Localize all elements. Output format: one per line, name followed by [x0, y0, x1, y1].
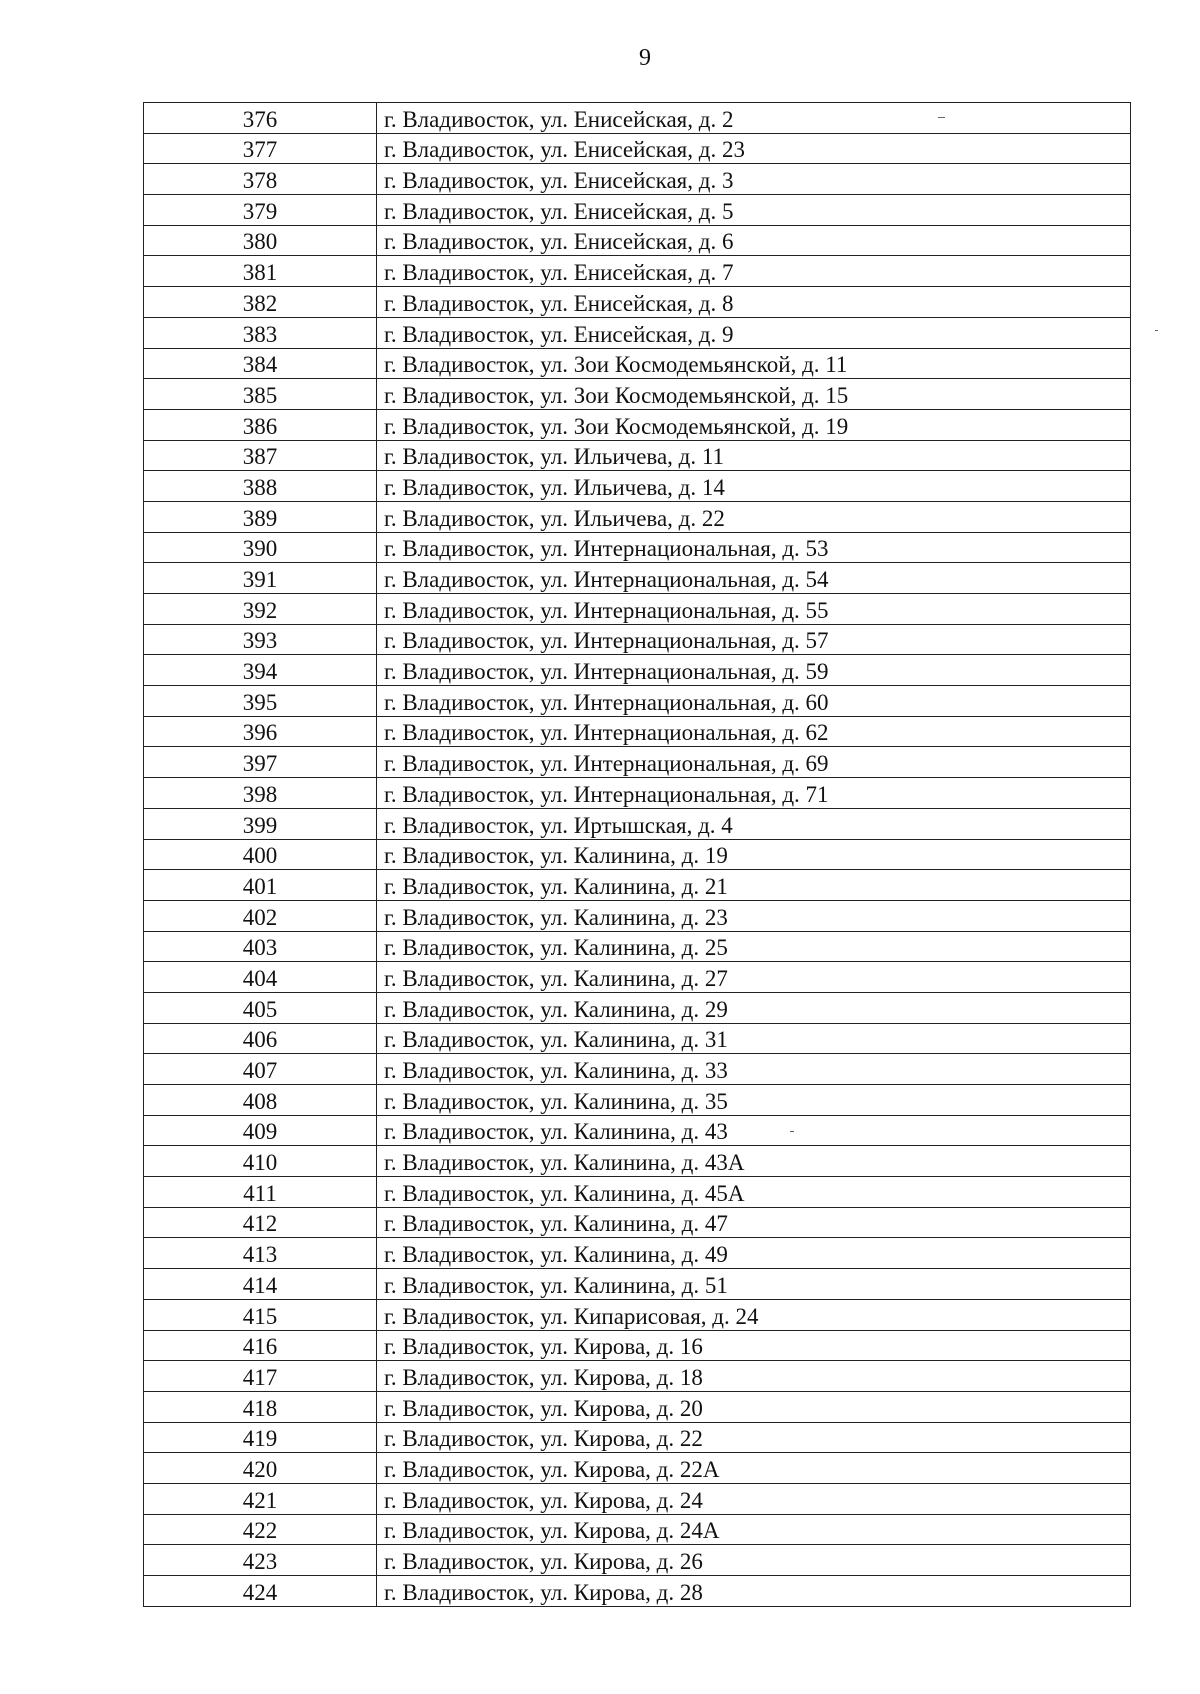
address-cell: г. Владивосток, ул. Кирова, д. 18 — [377, 1361, 1131, 1392]
address-cell: г. Владивосток, ул. Кирова, д. 20 — [377, 1391, 1131, 1422]
row-number-cell: 419 — [144, 1422, 377, 1453]
row-number-cell: 404 — [144, 962, 377, 993]
address-cell: г. Владивосток, ул. Иртышская, д. 4 — [377, 808, 1131, 839]
row-number-cell: 424 — [144, 1576, 377, 1607]
address-cell: г. Владивосток, ул. Интернациональная, д. 54 — [377, 563, 1131, 594]
table-row — [144, 133, 1131, 164]
table-row — [144, 1576, 1131, 1607]
address-cell: г. Владивосток, ул. Енисейская, д. 2 — [377, 103, 1131, 134]
address-cell: г. Владивосток, ул. Енисейская, д. 5 — [377, 195, 1131, 226]
row-number-cell: 412 — [144, 1207, 377, 1238]
row-number-cell: 386 — [144, 409, 377, 440]
row-number-cell: 376 — [144, 103, 377, 134]
address-cell: г. Владивосток, ул. Кирова, д. 24 — [377, 1483, 1131, 1514]
scan-speck — [938, 117, 945, 118]
address-cell: г. Владивосток, ул. Калинина, д. 21 — [377, 870, 1131, 901]
address-cell: г. Владивосток, ул. Ильичева, д. 11 — [377, 440, 1131, 471]
row-number-cell: 406 — [144, 1023, 377, 1054]
address-cell: г. Владивосток, ул. Калинина, д. 33 — [377, 1054, 1131, 1085]
table-row — [144, 1299, 1131, 1330]
address-cell: г. Владивосток, ул. Кирова, д. 28 — [377, 1576, 1131, 1607]
row-number-cell: 380 — [144, 225, 377, 256]
table-row — [144, 1269, 1131, 1300]
table-row — [144, 1023, 1131, 1054]
table-row — [144, 1054, 1131, 1085]
table-row — [144, 1238, 1131, 1269]
row-number-cell: 382 — [144, 287, 377, 318]
table-row — [144, 164, 1131, 195]
scan-speck — [1155, 330, 1158, 331]
table-row — [144, 317, 1131, 348]
address-cell: г. Владивосток, ул. Кирова, д. 24А — [377, 1514, 1131, 1545]
table-body — [144, 103, 1131, 1607]
table-row — [144, 1391, 1131, 1422]
table-row — [144, 532, 1131, 563]
row-number-cell: 410 — [144, 1146, 377, 1177]
address-cell: г. Владивосток, ул. Интернациональная, д. 59 — [377, 655, 1131, 686]
row-number-cell: 387 — [144, 440, 377, 471]
row-number-cell: 378 — [144, 164, 377, 195]
table-row — [144, 1361, 1131, 1392]
table-row — [144, 624, 1131, 655]
address-cell: г. Владивосток, ул. Интернациональная, д. 57 — [377, 624, 1131, 655]
address-cell: г. Владивосток, ул. Калинина, д. 45А — [377, 1177, 1131, 1208]
row-number-cell: 385 — [144, 379, 377, 410]
table-row — [144, 655, 1131, 686]
address-cell: г. Владивосток, ул. Кирова, д. 26 — [377, 1545, 1131, 1576]
table-row — [144, 379, 1131, 410]
row-number-cell: 400 — [144, 839, 377, 870]
row-number-cell: 418 — [144, 1391, 377, 1422]
table-row — [144, 716, 1131, 747]
row-number-cell: 399 — [144, 808, 377, 839]
table-row — [144, 962, 1131, 993]
row-number-cell: 421 — [144, 1483, 377, 1514]
address-cell: г. Владивосток, ул. Калинина, д. 23 — [377, 900, 1131, 931]
row-number-cell: 417 — [144, 1361, 377, 1392]
address-cell: г. Владивосток, ул. Калинина, д. 35 — [377, 1085, 1131, 1116]
address-cell: г. Владивосток, ул. Калинина, д. 49 — [377, 1238, 1131, 1269]
address-cell: г. Владивосток, ул. Калинина, д. 25 — [377, 931, 1131, 962]
row-number-cell: 391 — [144, 563, 377, 594]
address-cell: г. Владивосток, ул. Калинина, д. 27 — [377, 962, 1131, 993]
table-row — [144, 1177, 1131, 1208]
table-row — [144, 1207, 1131, 1238]
address-cell: г. Владивосток, ул. Зои Космодемьянской, д. 15 — [377, 379, 1131, 410]
row-number-cell: 422 — [144, 1514, 377, 1545]
row-number-cell: 414 — [144, 1269, 377, 1300]
table-row — [144, 1514, 1131, 1545]
table-row — [144, 686, 1131, 717]
row-number-cell: 408 — [144, 1085, 377, 1116]
table-row — [144, 103, 1131, 134]
row-number-cell: 390 — [144, 532, 377, 563]
address-cell: г. Владивосток, ул. Калинина, д. 43А — [377, 1146, 1131, 1177]
row-number-cell: 389 — [144, 501, 377, 532]
table-row — [144, 1085, 1131, 1116]
row-number-cell: 415 — [144, 1299, 377, 1330]
table-row — [144, 225, 1131, 256]
row-number-cell: 392 — [144, 594, 377, 625]
table-row — [144, 256, 1131, 287]
row-number-cell: 413 — [144, 1238, 377, 1269]
table-row — [144, 1422, 1131, 1453]
address-table — [143, 102, 1131, 1607]
row-number-cell: 401 — [144, 870, 377, 901]
table-row — [144, 440, 1131, 471]
table-row — [144, 778, 1131, 809]
table-row — [144, 747, 1131, 778]
row-number-cell: 407 — [144, 1054, 377, 1085]
row-number-cell: 381 — [144, 256, 377, 287]
row-number-cell: 384 — [144, 348, 377, 379]
table-row — [144, 501, 1131, 532]
table-row — [144, 1115, 1131, 1146]
row-number-cell: 395 — [144, 686, 377, 717]
table-row — [144, 348, 1131, 379]
row-number-cell: 398 — [144, 778, 377, 809]
table-row — [144, 808, 1131, 839]
row-number-cell: 411 — [144, 1177, 377, 1208]
address-cell: г. Владивосток, ул. Зои Космодемьянской, д. 11 — [377, 348, 1131, 379]
address-cell: г. Владивосток, ул. Кирова, д. 16 — [377, 1330, 1131, 1361]
row-number-cell: 379 — [144, 195, 377, 226]
row-number-cell: 393 — [144, 624, 377, 655]
address-cell: г. Владивосток, ул. Интернациональная, д. 71 — [377, 778, 1131, 809]
address-cell: г. Владивосток, ул. Интернациональная, д. 69 — [377, 747, 1131, 778]
address-cell: г. Владивосток, ул. Енисейская, д. 23 — [377, 133, 1131, 164]
address-cell: г. Владивосток, ул. Ильичева, д. 14 — [377, 471, 1131, 502]
row-number-cell: 423 — [144, 1545, 377, 1576]
address-cell: г. Владивосток, ул. Калинина, д. 47 — [377, 1207, 1131, 1238]
page-number: 9 — [639, 45, 651, 71]
table-row — [144, 1453, 1131, 1484]
address-cell: г. Владивосток, ул. Енисейская, д. 7 — [377, 256, 1131, 287]
address-cell: г. Владивосток, ул. Енисейская, д. 8 — [377, 287, 1131, 318]
table-row — [144, 870, 1131, 901]
table-row — [144, 992, 1131, 1023]
address-cell: г. Владивосток, ул. Кипарисовая, д. 24 — [377, 1299, 1131, 1330]
table-row — [144, 931, 1131, 962]
table-row — [144, 594, 1131, 625]
row-number-cell: 420 — [144, 1453, 377, 1484]
row-number-cell: 377 — [144, 133, 377, 164]
table-row — [144, 409, 1131, 440]
table-row — [144, 1146, 1131, 1177]
address-cell: г. Владивосток, ул. Калинина, д. 51 — [377, 1269, 1131, 1300]
table-row — [144, 195, 1131, 226]
address-cell: г. Владивосток, ул. Интернациональная, д. 62 — [377, 716, 1131, 747]
address-cell: г. Владивосток, ул. Калинина, д. 31 — [377, 1023, 1131, 1054]
address-cell: г. Владивосток, ул. Енисейская, д. 6 — [377, 225, 1131, 256]
address-cell: г. Владивосток, ул. Енисейская, д. 3 — [377, 164, 1131, 195]
row-number-cell: 405 — [144, 992, 377, 1023]
table-row — [144, 471, 1131, 502]
table-row — [144, 287, 1131, 318]
address-cell: г. Владивосток, ул. Зои Космодемьянской, д. 19 — [377, 409, 1131, 440]
row-number-cell: 383 — [144, 317, 377, 348]
row-number-cell: 416 — [144, 1330, 377, 1361]
row-number-cell: 402 — [144, 900, 377, 931]
address-cell: г. Владивосток, ул. Интернациональная, д. 60 — [377, 686, 1131, 717]
row-number-cell: 388 — [144, 471, 377, 502]
row-number-cell: 394 — [144, 655, 377, 686]
table-row — [144, 839, 1131, 870]
address-cell: г. Владивосток, ул. Калинина, д. 43 — [377, 1115, 1131, 1146]
address-cell: г. Владивосток, ул. Енисейская, д. 9 — [377, 317, 1131, 348]
table-row — [144, 563, 1131, 594]
table-row — [144, 1545, 1131, 1576]
address-cell: г. Владивосток, ул. Калинина, д. 29 — [377, 992, 1131, 1023]
row-number-cell: 397 — [144, 747, 377, 778]
table-row — [144, 1330, 1131, 1361]
table-row — [144, 1483, 1131, 1514]
scan-speck — [790, 1131, 794, 1132]
address-cell: г. Владивосток, ул. Кирова, д. 22А — [377, 1453, 1131, 1484]
row-number-cell: 409 — [144, 1115, 377, 1146]
row-number-cell: 396 — [144, 716, 377, 747]
address-cell: г. Владивосток, ул. Ильичева, д. 22 — [377, 501, 1131, 532]
address-cell: г. Владивосток, ул. Интернациональная, д. 55 — [377, 594, 1131, 625]
address-cell: г. Владивосток, ул. Калинина, д. 19 — [377, 839, 1131, 870]
address-cell: г. Владивосток, ул. Интернациональная, д. 53 — [377, 532, 1131, 563]
row-number-cell: 403 — [144, 931, 377, 962]
address-cell: г. Владивосток, ул. Кирова, д. 22 — [377, 1422, 1131, 1453]
table-row — [144, 900, 1131, 931]
